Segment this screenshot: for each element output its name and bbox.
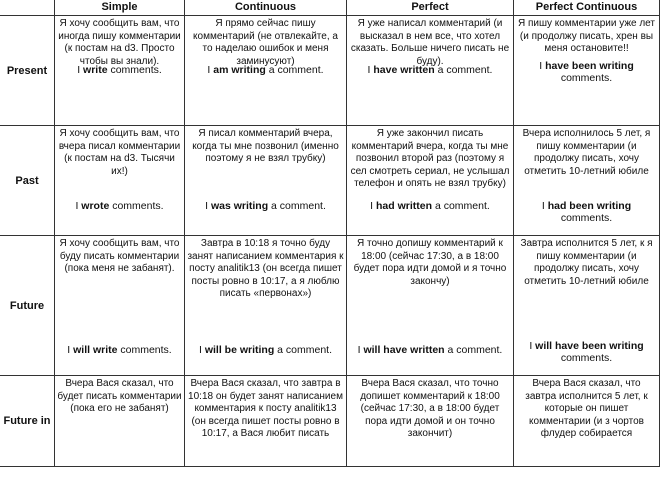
subject: I bbox=[357, 344, 364, 356]
russian-example: Я уже закончил писать комментарий вчера, когда ты мне позвонил второй раз (поэтому я сел смотреть сериал, не услышал телефон и опять не взял трубку) bbox=[350, 128, 510, 189]
english-example bbox=[55, 344, 184, 356]
subject: I bbox=[370, 200, 377, 212]
russian-example: Я точно допишу комментарий к 18:00 (сейчас 17:30, а в 18:00 будет пора идти домой и я точно закончу) bbox=[353, 238, 507, 287]
verb-form: wrote bbox=[81, 200, 110, 212]
row-label: Past bbox=[0, 126, 55, 236]
header-perfect: Perfect bbox=[347, 0, 514, 16]
cell-simple bbox=[55, 126, 185, 236]
object: comments. bbox=[109, 200, 164, 212]
russian-example: Завтра в 10:18 я точно буду занят написанием комментария к посту analitik13 (он всегда пишет посты ровно в 10:17, а я люблю писать «первонах») bbox=[187, 238, 344, 299]
russian-example: Вчера Вася сказал, что завтра в 10:18 он будет занят написанием комментария к посту analitik13 (он всегда пишет посты ровно в 10:17, а Вася любит писать bbox=[188, 378, 343, 439]
object: a comment. bbox=[274, 344, 333, 356]
object: a comment. bbox=[268, 200, 326, 212]
cell-continuous bbox=[185, 376, 347, 467]
verb-form: will write bbox=[73, 344, 118, 356]
english-example bbox=[55, 64, 184, 76]
object: comments. bbox=[560, 212, 613, 224]
object: comments. bbox=[117, 344, 172, 356]
verb-form: was writing bbox=[210, 200, 269, 212]
row-label: Future bbox=[0, 236, 55, 376]
subject: I bbox=[77, 64, 84, 76]
cell-perfect bbox=[347, 236, 514, 376]
object: a comment. bbox=[434, 64, 493, 76]
cell-perfect-continuous bbox=[514, 126, 660, 236]
russian-example: Я хочу сообщить вам, что вчера писал комментарии (к постам на d3. Тысячи их!) bbox=[58, 128, 181, 177]
object: comments. bbox=[560, 352, 613, 364]
russian-example: Я прямо сейчас пишу комментарий (не отвлекайте, а то наделаю ошибок и меня заминусуют) bbox=[193, 18, 338, 67]
object: a comment. bbox=[444, 344, 503, 356]
object: comments. bbox=[560, 72, 613, 84]
verb-form: will have been writing bbox=[535, 340, 644, 352]
verb-form: will be writing bbox=[204, 344, 275, 356]
verb-form: have written bbox=[373, 64, 435, 76]
cell-simple bbox=[55, 376, 185, 467]
cell-perfect-continuous bbox=[514, 236, 660, 376]
cell-perfect bbox=[347, 126, 514, 236]
header-row bbox=[0, 0, 660, 16]
table-row bbox=[0, 16, 660, 126]
subject: I bbox=[67, 344, 74, 356]
russian-example: Вчера исполнилось 5 лет, я пишу комментарии (и продолжу писать, хочу отметить 10-летний юбиле bbox=[522, 128, 651, 177]
header-continuous: Continuous bbox=[185, 0, 347, 16]
russian-example: Завтра исполнится 5 лет, к я пишу комментарии (и продолжу писать, хочу отметить 10-летний юбиле bbox=[520, 238, 653, 287]
cell-perfect bbox=[347, 376, 514, 467]
verb-form: will have written bbox=[363, 344, 445, 356]
cell-simple bbox=[55, 236, 185, 376]
english-example bbox=[347, 344, 513, 356]
cell-continuous bbox=[185, 236, 347, 376]
russian-example: Вчера Вася сказал, что будет писать комментарии (пока его не забанят) bbox=[57, 378, 182, 414]
subject: I bbox=[367, 64, 374, 76]
english-example bbox=[347, 64, 513, 76]
english-example bbox=[185, 64, 346, 76]
russian-example: Вчера Вася сказал, что завтра исполнится 5 лет, к которые он пишет комментарии (и з чортов флудер собирается bbox=[525, 378, 648, 439]
cell-perfect bbox=[347, 16, 514, 126]
header-corner bbox=[0, 0, 55, 16]
english-example bbox=[185, 344, 346, 356]
subject: I bbox=[207, 64, 214, 76]
russian-example: Я писал комментарий вчера, когда ты мне позвонил (именно поэтому я не взял трубку) bbox=[192, 128, 339, 164]
cell-continuous bbox=[185, 16, 347, 126]
subject: I bbox=[205, 200, 211, 212]
russian-example: Вчера Вася сказал, что точно допишет комментарий к 18:00 (сейчас 17:30, а в 18:00 будет пора идти домой и он точно закончит) bbox=[360, 378, 500, 439]
cell-perfect-continuous bbox=[514, 16, 660, 126]
russian-example: Я пишу комментарии уже лет (и продолжу писать, хрен вы меня остановите!! bbox=[517, 18, 655, 54]
table-row bbox=[0, 236, 660, 376]
english-example bbox=[55, 200, 184, 212]
subject: I bbox=[539, 60, 546, 72]
row-label: Present bbox=[0, 16, 55, 126]
subject: I bbox=[75, 200, 82, 212]
object: comments. bbox=[107, 64, 162, 76]
subject: I bbox=[529, 340, 536, 352]
verb-form: write bbox=[83, 64, 108, 76]
object: a comment. bbox=[265, 64, 324, 76]
english-example bbox=[514, 340, 659, 364]
english-example bbox=[347, 200, 513, 212]
english-example bbox=[514, 60, 659, 84]
russian-example: Я хочу сообщить вам, что иногда пишу комментарии (к постам на d3. Просто чтобы вы знали). bbox=[58, 18, 181, 67]
table-row bbox=[0, 376, 660, 467]
header-perfect-continuous: Perfect Continuous bbox=[514, 0, 660, 16]
row-label: Future in bbox=[0, 376, 55, 467]
english-example bbox=[514, 200, 659, 224]
russian-example: Я хочу сообщить вам, что буду писать комментарии (пока меня не забанят). bbox=[59, 238, 180, 274]
verb-form: have been writing bbox=[545, 60, 634, 72]
verb-form: had written bbox=[376, 200, 433, 212]
cell-continuous bbox=[185, 126, 347, 236]
header-simple: Simple bbox=[55, 0, 185, 16]
table-row bbox=[0, 126, 660, 236]
subject: I bbox=[198, 344, 205, 356]
russian-example: Я уже написал комментарий (и высказал в нем все, что хотел сказать. Больше ничего писать не буду). bbox=[350, 18, 510, 67]
verb-form: had been writing bbox=[547, 200, 632, 212]
cell-simple bbox=[55, 16, 185, 126]
cell-perfect-continuous bbox=[514, 376, 660, 467]
subject: I bbox=[541, 200, 548, 212]
english-example bbox=[185, 200, 346, 212]
object: a comment. bbox=[432, 200, 490, 212]
verb-form: am writing bbox=[213, 64, 266, 76]
